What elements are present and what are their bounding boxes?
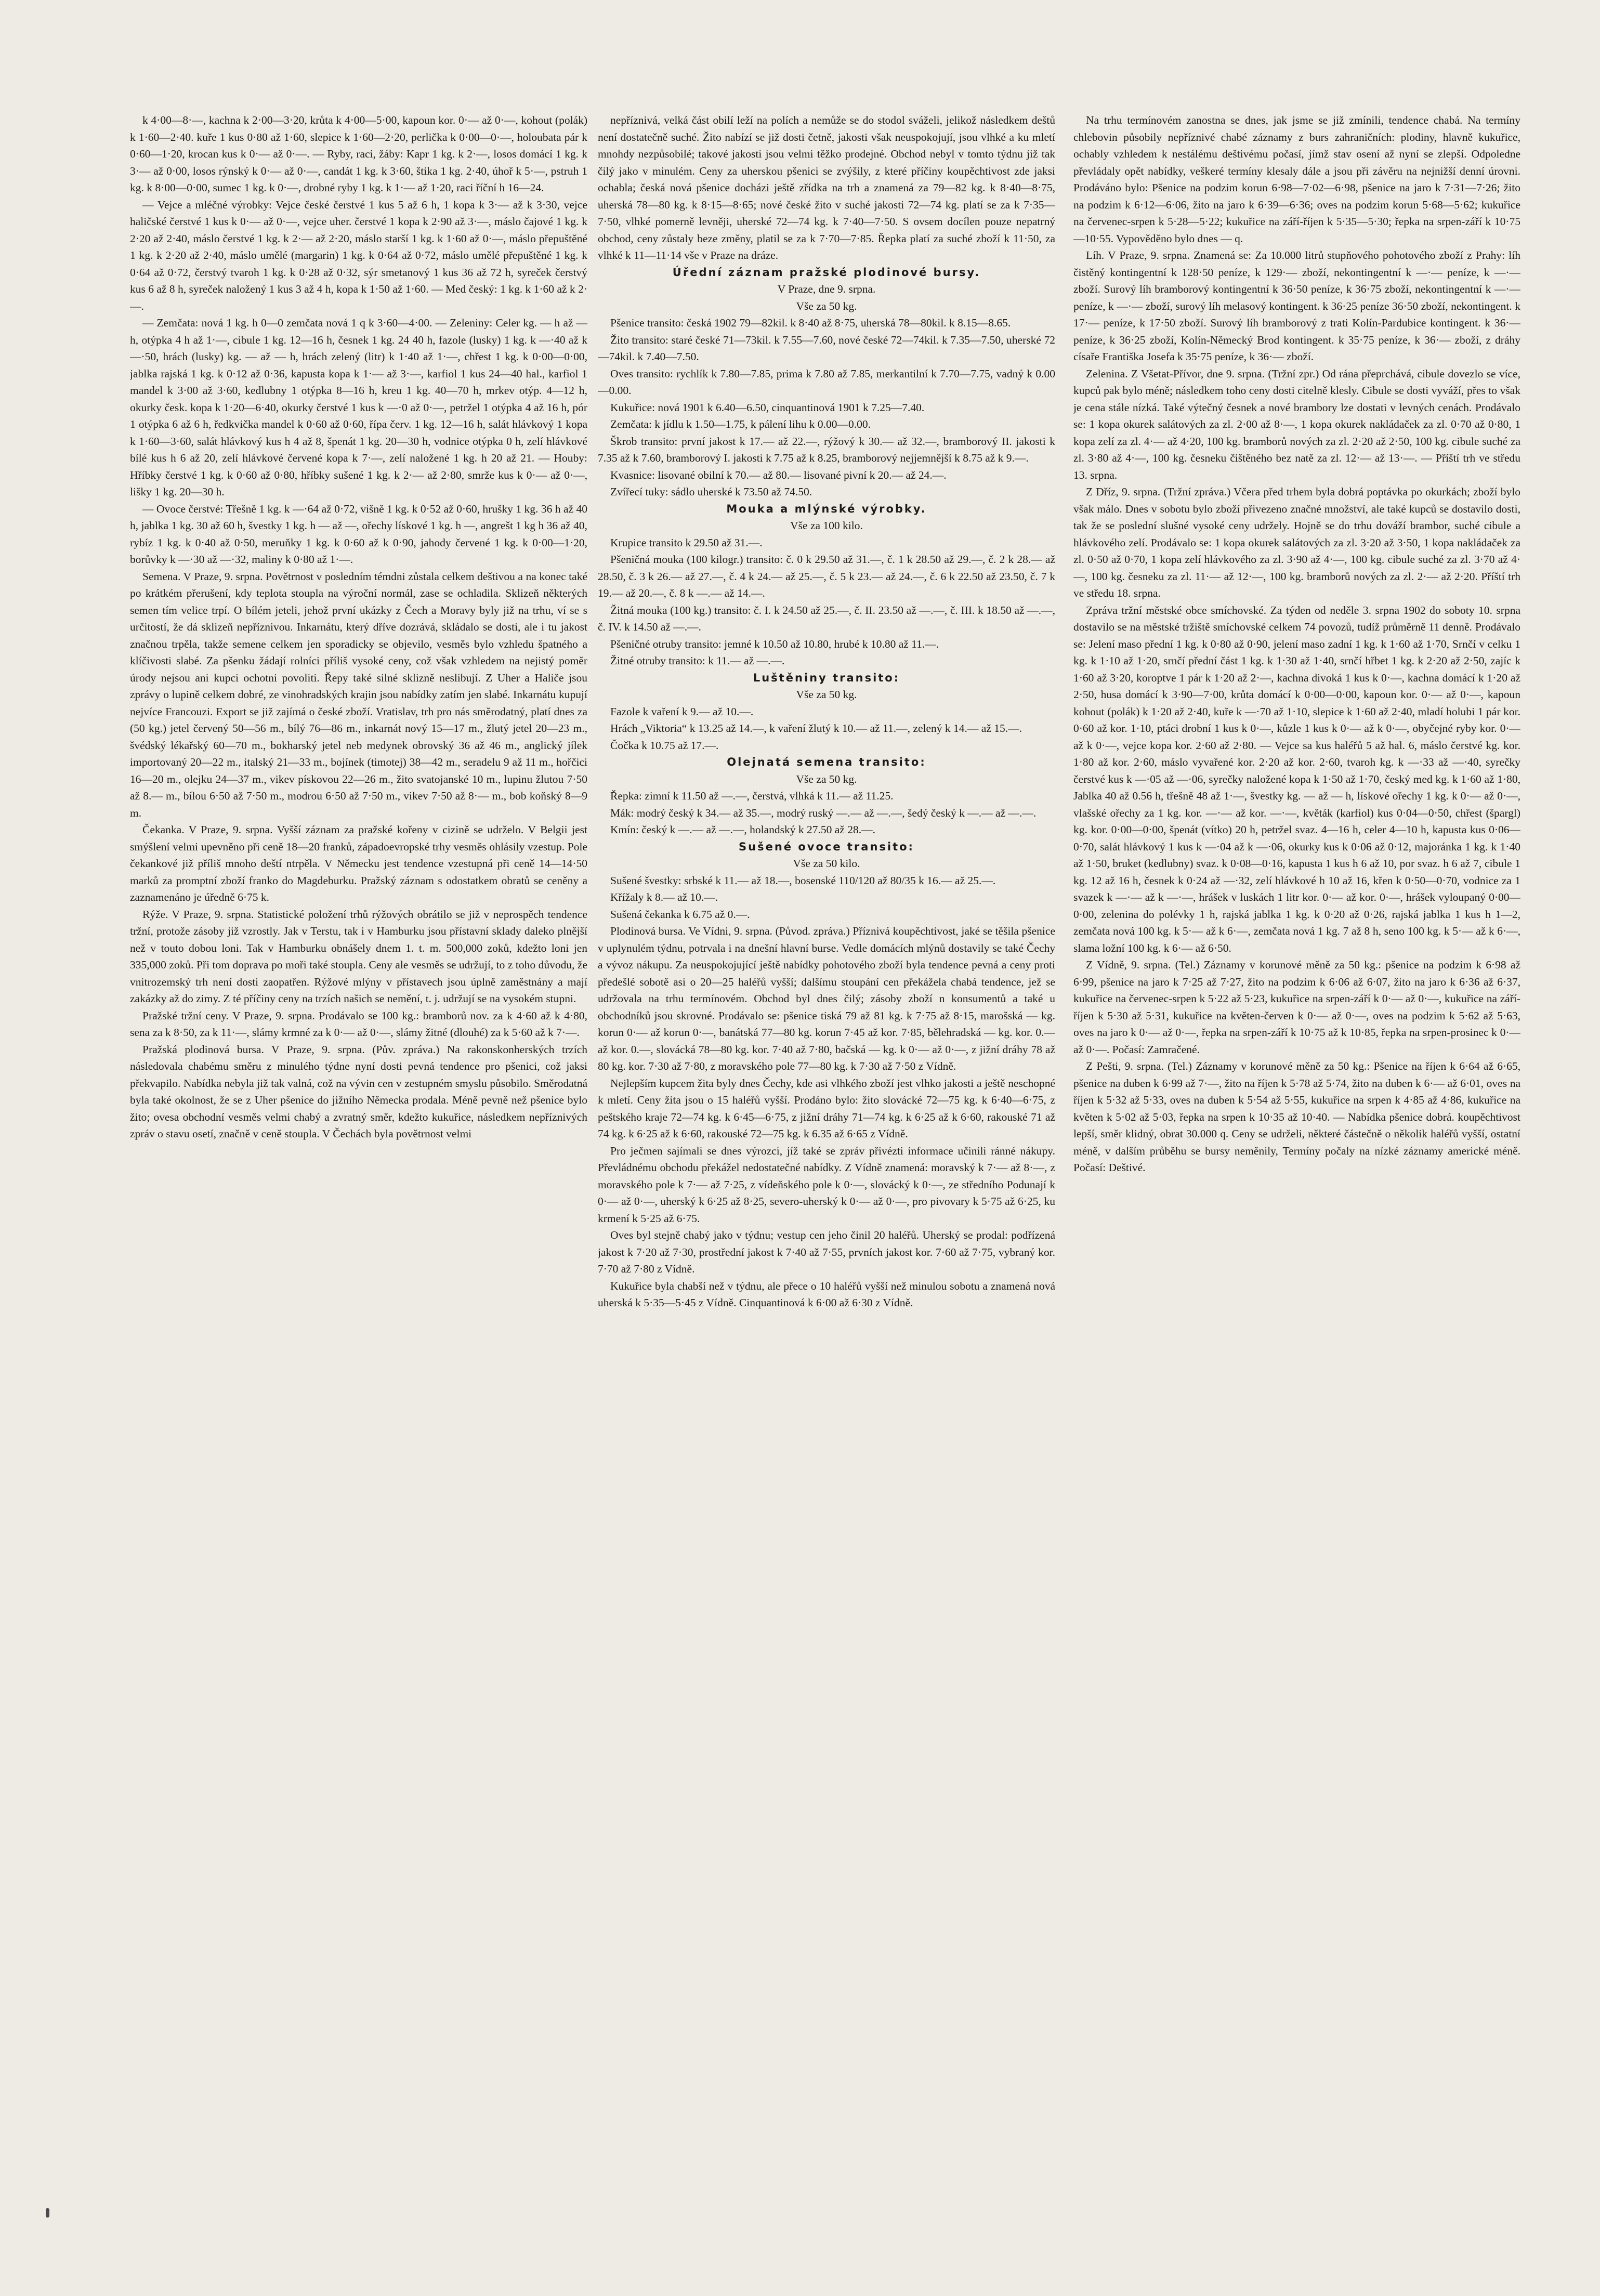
col2-paragraph: Zemčata: k jídlu k 1.50—1.75, k pálení lihu k 0.00—0.00. [610,418,871,430]
col1-paragraph: Semena. V Praze, 9. srpna. Povětrnost v posledním témdni zůstala celkem deštivou a na konec také po krátkém přerušení, kdy teplota stoupla na výroční normál, zase se ochladila. Sklizeň některých semen tím velice trpí. O bílém jeteli, jehož první ukázky z Čech a Moravy byly již na trhu, ví se s určitostí, že dá sklizeň nepříznivou. Inkarnátu, který dříve dozrává, skládalo se dosti, ale i tu jakost značnou trpěla, takže semene celkem jen sporadicky se objevilo, vesměs bylo vzhledu špatného a klíčivosti slabé. Za pšenku žádají rolníci příliš vysoké ceny, což však vzhledem na nejistý poměr úrody nejsou ani kupci ochotni povoliti. Řepy také silné sklizně neslibují. Z Uher a Haliče jsou zprávy o lupině celkem dobré, ze vinohradských krajin jsou nabídky zatím jen slabé. Inkarnátu kupují nejvíce Francouzi. Export se již zajímá o české zboží. Vratislav, trh pro nás směrodatný, platí dnes za (50 kg.) jetel červený 50—56 m., bílý 76—86 m., inkarnát nový 15—17 m., žlutý jetel 20—23 m., švédský lékařský 60—70 m., bokharský jetel neb medynek obrovský 36 až 46 m., anglický jílek importovaný 20—22 m., italský 21—33 m., bojínek (timotej) 38—42 m., seradelu 9 až 11 m., hořčici 16—20 m., olejku 24—37 m., vikev pískovou 22—26 m., žito svatojanské 10 m., lupinu žlutou 7·50 až 8.— m., bílou 6·50 až 7·50 m., modrou 6·50 až 7·50 m., vikev 7·50 až 8·— m., bob koňský 8—9 m. [130,570,587,819]
col1-paragraph: — Vejce a mléčné výrobky: Vejce české čerstvé 1 kus 5 až 6 h, 1 kopa k 3·— až k 3·30, vejce haličské čerstvé 1 kus k 0·— až 0·—, vejce uher. čerstvé 1 kopa k 2·90 až 3·—, máslo čajové 1 kg. k 2·20 až 2·40, máslo čerstvé 1 kg. k 2·— až 2·20, máslo starší 1 kg. k 1·60 až 0·—, máslo přepuštěné 1 kg. k 2·20 až 2·40, máslo umělé (margarin) 1 kg. k 0·64 až 0·72, máslo umělé přepuštěné 1 kg. k 0·64 až 0·72, čerstvý tvaroh 1 kg. k 0·28 až 0·32, sýr smetanový 1 kus 36 až 72 h, syreček čerstvý kus 6 až 8 h, syreček naložený 1 kus 3 až 4 h, kopa k 1·50 až 1·60. — Med český: 1 kg. k 1·60 až k 2·—. [130,198,587,312]
column-right [1073,112,1520,2233]
col2-paragraph: Luštěniny transito: [753,671,900,684]
col3-paragraph: Z Dříz, 9. srpna. (Tržní zpráva.) Včera před trhem byla dobrá poptávka po okurkách; zboží bylo však málo. Dnes v sobotu bylo zboží přivezeno značné množství, ale také kupců se dostavilo dosti, tak že se poslední slušné vysoké ceny udržely. Hojně se do trhu dováží brambor, suché cibule a hlávkového zelí. Prodávalo se: 1 kopa okurek salátových za zl. 3·20 až 3·50, 1 kopa nakládaček za zl. 0·50 až 0·70, 1 kopa zelí hlávkového za zl. 3·90 až 4·—, 100 kg. cibule suché za zl. 3·70 až 4·—, 100 kg. česneku za zl. 11·— až 12·—, 100 kg. bramborů nových za zl. 2·— až 2·20. Příští trh ve středu 18. srpna. [1073,486,1520,599]
col2-paragraph: Vše za 100 kilo. [790,519,863,532]
col2-paragraph: Vše za 50 kg. [796,688,857,701]
col2-paragraph: V Praze, dne 9. srpna. [777,283,876,295]
page-margin-mark [46,2208,49,2218]
col1-paragraph: Pražská plodinová bursa. V Praze, 9. srpna. (Pův. zpráva.) Na rakonskonherských trzích následovala chabému směru z minulého týdne nyní dosti pevná tendence pro pšenici, což jaksi překvapilo. Nabídka nebyla již tak valná, což na vývin cen v zestupném smyslu působilo. Směrodatná byla také okolnost, že se z Uher pšenice do jižního Německa prodala. Méně pevně než pšenice bylo žito; ovesa obchodní vesměs velmi chabý a zvratný směr, kdežto kukuřice, následkem nepříznivých zpráv o stavu osetí, značně v ceně stoupla. V Čechách byla povětrnost velmi [130,1043,587,1140]
col2-paragraph: Vše za 50 kg. [796,772,857,785]
col2-paragraph: Křížaly k 8.— až 10.—. [610,891,718,903]
col2-paragraph: Kukuřice: nová 1901 k 6.40—6.50, cinquantinová 1901 k 7.25—7.40. [610,401,925,414]
col1-paragraph: Čekanka. V Praze, 9. srpna. Vyšší záznam za pražské kořeny v cizině se udrželo. V Belgii jest smýšlení velmi upevněno při ceně 18—20 franků, západoevropské trhy vesměs ohlásily vzestup. Pole čekankové již příliš mnoho deští ntrpěla. V Německu jest tendence vzestupná při ceně 14—14·50 marků za promptní zboží franko do Magdeburku. Pražský záznam s odostatkem obratů se ceněny a zaznamenáno je úředně 6·75 k. [130,823,587,903]
col2-paragraph: Čočka k 10.75 až 17.—. [610,739,719,752]
col2-paragraph: Fazole k vaření k 9.— až 10.—. [610,705,754,718]
col2-paragraph: Oves transito: rychlík k 7.80—7.85, prima k 7.80 až 7.85, merkantilní k 7.70—7.75, vadný k 0.00—0.00. [598,367,1055,397]
col3-paragraph: Zelenina. Z Všetat-Přívor, dne 9. srpna. (Tržní zpr.) Od rána přeprchává, cibule dovezlo se více, kupců pak bylo méně; následkem toho ceny dosti citelně klesly. Cibule se dosti vyváží, přes to však je cena stále nízká. Také výtečný česnek a nové brambory lze dostati v levných cenách. Prodávalo se: 1 kopa okurek salátových za zl. 2·00 až 8·—, 1 kopa okurek nakládaček za zl. 0·70 až 0·80, 1 kopa zelí za zl. 4·— až 4·20, 100 kg. bramborů nových za zl. 2·20 až 2·50, 100 kg. cibule suché za zl. 3·80 až 4·—, 100 kg. česneku čištěného bez natě za zl. 12·— až 13·—. — Příští trh ve středu 13. srpna. [1073,367,1520,481]
col2-paragraph: Sušené ovoce transito: [739,840,914,853]
col2-paragraph: Vše za 50 kg. [796,299,857,312]
column-middle [598,112,1055,2233]
col2-paragraph: Hrách „Viktoria“ k 13.25 až 14.—, k vaření žlutý k 10.— až 11.—, zelený k 14.— až 15.—. [610,722,1022,734]
col2-paragraph: Pšeničná mouka (100 kilogr.) transito: č. 0 k 29.50 až 31.—, č. 1 k 28.50 až 29.—, č. 2 k 28.— až 28.50, č. 3 k 26.— až 27.—, č. 4 k 24.— až 25.—, č. 5 k 23.— až 24.—, č. 6 k 22.50 až 23.50, č. 7 k 19.— až 20.—, č. 8 k —.— až 14.—. [598,553,1055,599]
col2-paragraph: Zvířecí tuky: sádlo uherské k 73.50 až 74.50. [610,486,812,498]
col1-paragraph: — Ovoce čerstvé: Třešně 1 kg. k —·64 až 0·72, višně 1 kg. k 0·52 až 0·60, hrušky 1 kg. 36 h až 40 h, jablka 1 kg. 30 až 60 h, švestky 1 kg. h — až —, ořechy lískové 1 kg. h —, angrešt 1 kg h 36 až 40, rybíz 1 kg. k 0·40 až 0·50, meruňky 1 kg. k 0·60 až k 0·90, jahody červené 1 kg. k 0·00—1·20, borůvky k —·30 až —·32, maliny k 0·80 až 1·—. [130,502,587,566]
col2-paragraph: Žitné otruby transito: k 11.— až —.—. [610,654,785,667]
col3-paragraph: Z Vídně, 9. srpna. (Tel.) Záznamy v korunové měně za 50 kg.: pšenice na podzim k 6·98 až 6·99, pšenice na jaro k 7·25 až 7·27, žito na podzim k 6·06 až 6·07, žito na jaro k 6·36 až 6·37, kukuřice na červenec-srpen k 5·22 až 5·23, kukuřice na srpen-září k 0·— až 0·—, kukuřice na září-říjen k 5·30 až 5·31, kukuřice na květen-červen k 0·— až 0·—, oves na podzim k 5·62 až 5·63, oves na jaro k 0·— až 0·—, řepka na srpen-září k 10·75 až k 10·85, řepka na srpen-prosinec k 0·— až 0·—. Počasí: Zamračené. [1073,959,1520,1056]
col2-paragraph: Kvasnice: lisované obilní k 70.— až 80.— lisované pivní k 20.— až 24.—. [610,468,947,481]
col2-paragraph: Žito transito: staré české 71—73kil. k 7.55—7.60, nové české 72—74kil. k 7.35—7.50, uherské 72—74kil. k 7.40—7.50. [598,333,1055,363]
col2-paragraph: Žitná mouka (100 kg.) transito: č. I. k 24.50 až 25.—, č. II. 23.50 až —.—, č. III. k 18.50 až —.—, č. IV. k 14.50 až —.—. [598,603,1055,633]
col2-paragraph: Oves byl stejně chabý jako v týdnu; vestup cen jeho činil 20 haléřů. Uherský se prodal: podřízená jakost k 7·20 až 7·30, prostřední jakost k 7·40 až 7·55, prvních jakost kor. 7·60 až 7·75, vybraný kor. 7·70 až 7·80 z Vídně. [598,1229,1055,1275]
col2-paragraph: Kmín: český k —.— až —.—, holandský k 27.50 až 28.—. [610,823,875,836]
col2-paragraph: Mouka a mlýnské výrobky. [726,502,927,515]
col3-paragraph: Z Pešti, 9. srpna. (Tel.) Záznamy v korunové měně za 50 kg.: Pšenice na říjen k 6·64 až 6·65, pšenice na duben k 6·99 až 7·—, žito na říjen k 5·78 až 5·74, žito na duben k 6·— až 6·01, oves na říjen k 5·32 až 5·33, oves na duben k 5·54 až 5·55, kukuřice na srpen k 4·85 až 4·86, kukuřice na květen k 5·02 až 5·03, řepka na srpen k 10·35 až 10·40. — Nabídka pšenice dobrá. koupěchtivost lepší, směr klidný, obrat 30.000 q. Ceny se udrželi, některé částečně o několik haléřů vyšší, ostatní méně, v dalším průběhu se bursy neměnily, Termíny počaly na nízké záznamy americké méně. Počasí: Deštivé. [1073,1060,1520,1174]
col1-paragraph: Pražské tržní ceny. V Praze, 9. srpna. Prodávalo se 100 kg.: bramborů nov. za k 4·60 až k 4·80, sena za k 8·50, za k 11·—, slámy krmné za k 0·— až 0·—, slámy žitné (dlouhé) za k 5·60 až k 7·—. [130,1009,587,1039]
col2-paragraph: Pšeničné otruby transito: jemné k 10.50 až 10.80, hrubé k 10.80 až 11.—. [610,637,939,650]
col2-paragraph: Škrob transito: první jakost k 17.— až 22.—, rýžový k 30.— až 32.—, bramborový II. jakosti k 7.35 až k 7.60, bramborový I. jakosti k 7.75 až k 8.25, bramborový nejjemnější k 8.75 až k 9.—. [598,435,1055,464]
col2-paragraph: Kukuřice byla chabší než v týdnu, ale přece o 10 haléřů vyšší než minulou sobotu a znamená nová uherská k 5·35—5·45 z Vídně. Cinquantinová k 6·00 až 6·30 z Vídně. [598,1279,1055,1309]
col2-paragraph: Sušené švestky: srbské k 11.— až 18.—, bosenské 110/120 až 80/35 k 16.— až 25.—. [610,874,996,887]
col1-paragraph: — Zemčata: nová 1 kg. h 0—0 zemčata nová 1 q k 3·60—4·00. — Zeleniny: Celer kg. — h až — h, otýpka 4 h až 1·—, cibule 1 kg. 12—16 h, česnek 1 kg. 24 40 h, fazole (lusky) 1 kg. k —·40 až k —·50, hrách (lusky) kg. — až — h, hrách zelený (litr) k 1·40 až 1·—, chřest 1 kg. k 0·00—0·00, jablka rajská 1 kg. k 0·12 až 0·36, kapusta kopa k 1·— až 3·—, karfiol 1 kus 24—40 hal., karfiol 1 mandel k 3·00 až 3·60, kedlubny 1 otýpka 8—16 h, kreu 1 kg. 40—70 h, mrkev otýp. 4—12 h, okurky česk. kopa k 1·20—6·40, okurky čerstvé 1 kus k —·0 až 0·—, petržel 1 otýpka 4 až 16 h, pór 1 otýpka 6 až 6 h, ředkvička mandel k 0·60 až 0·60, řípa červ. 1 kg. 12—16 h, salát hlávkový 1 kopa k 1·60—3·60, salát hlávkový kus h 4 až 8, špenát 1 kg. 20—30 h, vodnice otýpka 0 h, zelí hlávkové bílé kus h 6 až 20, zelí hlávkové červené kopa k 7·—, zelí naložené 1 kg. h 20 až 21. — Houby: Hříbky čerstvé 1 kg. k 0·60 až 0·80, hříbky sušené 1 kg. k 2·— až 2·80, smrže kus k 0·— až 0·—, lišky 1 kg. 20—30 h. [130,317,587,498]
col2-paragraph: Pšenice transito: česká 1902 79—82kil. k 8·40 až 8·75, uherská 78—80kil. k 8.15—8.65. [610,317,1011,329]
col2-paragraph: Pro ječmen sajímali se dnes výrozci, jíž také se zpráv přivézti informace učinili ránné nákupy. Převládnému obchodu překážel nedostatečné nabídky. Z Vídně znamená: moravský k 7·— až 8·—, z moravského pole k 7·— až 7·25, z vídeňského pole k 0·—, slovácký k 0·—, ze středního Podunají k 0·— až 0·—, uherský k 6·25 až 8·25, severo-uherský k 0·— až 0·—, pro pivovary k 5·75 až 6·25, ku krmení k 5·25 až 6·75. [598,1144,1055,1225]
col2-paragraph: Krupice transito k 29.50 až 31.—. [610,536,763,549]
col3-paragraph: Líh. V Praze, 9. srpna. Znamená se: Za 10.000 litrů stupňového pohotového zboží z Prahy: líh čistěný kontingentní k 128·50 peníze, k 129·— zboží, nekontingentní k —·— peníze, k —·— zboží. Surový líh bramborový kontingentní k 36·50 peníze, k 36·75 zboží, nekontingentní k —·— peníze, k —·— zboží, surový líh melasový kontingent. k 36·25 peníze 36·50 zboží, nekontingent. k 17·— peníze, k 17·50 zboží. Surový líh bramborový z trati Kolín-Pardubice kontingent. k 36·— peníze, k 36·25 zboží, Kolín-Německý Brod kontingent. k 35·75 peníze, k 36·— zboží, z dráhy císaře Františka Josefa k 35·75 peníze, k 36·— zboží. [1073,249,1520,363]
col2-paragraph: nepříznivá, velká část obilí leží na polích a nemůže se do stodol sváželi, jelikož následkem deštů není dostatečně suché. Žito nabízí se již dosti četně, jakosti však neuspokojují, jsou vlhké a ku mletí mnohdy nezpůsobilé; takové jakosti jsou velmi těžko prodejné. Obchod nebyl v tomto týdnu již tak čilý jako v minulém. Ceny za uherskou pšenici se zvýšily, z které příčiny koupěchtivost zde jaksi ochabla; česká nová pšenice docházi ještě zřídka na trh a znamená za 79—82 kg. k 8·40—8·75, uherská 78—80 kg. k 8·15—8·65; nové české žito v suché jakosti 72—74 kg. platí se za k 7·35—7·50, vlhké pomerně levněji, uherské 72—74 kg. k 7·40—7·50. S ovsem docílen pouze nepatrný obchod, ceny zůstaly beze změny, platil se za k 7·70—7·85. Řepka platí za suché zboží k 11·50, za vlhké k 11—11·14 vše v Praze na dráze. [598,114,1055,261]
col2-paragraph: Řepka: zimní k 11.50 až —.—, čerstvá, vlhká k 11.— až 11.25. [610,790,894,802]
col2-paragraph: Vše za 50 kilo. [793,857,860,870]
col3-paragraph: Zpráva tržní městské obce smíchovské. Za týden od neděle 3. srpna 1902 do soboty 10. srpna dostavilo se na městské tržiště smíchovské celkem 74 povozů, tudíž průměrně 11 denně. Prodávalo se: Jelení maso přední 1 kg. k 0·80 až 0·90, jelení maso zadní 1 kg. k 1·60 až 1·70, Srnčí v celku 1 kg. k 1·10 až 1·20, srnčí přední část 1 kg. k 1·30 až 1·40, srnčí hřbet 1 kg. k 2·20 až 2·50, zajíc k 1·60 až 3·20, koroptve 1 pár k 1·20 až 2·—, kachna divoká 1 kus k 0·—, kachna domácí k 1·20 až 2·50, husa domácí k 3·90—7·00, krůta domácí k 0·00—0·00, kapoun kor. 0·— až 0·—, kapoun kohout (polák) k 1·20 až 2·40, kuře k —·70 až 1·10, slepice k 1·60 až 2·40, mladí holubi 1 pár kor. 0·60 až kor. 1·10, ptáci drobní 1 kus k 0·—, kůzle 1 kus k 0·— až k 0·—, obyčejné ryby kor. 0·— až k 0·—, vejce kopa kor. 2·60 až 2·80. — Vejce sa kus haléřů 5 až hal. 6, máslo čerstvé kg. kor. 1·80 až kor. 2·60, máslo vyvařené kor. 2·20 až kor. 2·60, tvaroh kg. k —·33 až —·40, syrečky čerstvé kus k —·05 až —·06, syrečky naložené kopa k 1·50 až 1·70, český med kg. k 1·60 až 1·80, Jablka 40 až 0.56 h, třešně 48 až 1·—, švestky kg. — až — h, lískové ořechy 1 kg. k 0·— až 0·—, vlašské ořechy za 1 kg. kor. —·— až kor. —·—, květák (karfiol) kus 0·04—0·50, chřest (špargl) kg. kor. 0·00—0·00, špenát (vítko) 20 h, petržel svaz. 4—16 h, celer 4—10 h, kapusta kus 0·06—0·70, salát hlávkový 1 kus k —·04 až k —·06, okurky kus k 0·06 až 0·12, majoránka 1 kg. k 1·40 až 1·50, bruket (kedlubny) svaz. k 0·08—0·16, kapusta 1 kus h 6 až 10, por svaz. h 6 až 7, cibule 1 kg. 12 až 16 h, česnek k 0·24 až —·32, zelí hlávkové h 10 až 16, křen k 0·50—0·70, vodnice za 1 svazek k —·— až k —·—, hrášek v luskách 1 litr kor. 0·— až kor. 0·—, hrášek vyloupaný 0·00—0·00, zelenina do polévky 1 h, rajská jablka 1 kg. k 0·20 až 0·26, rajská jablka 1 kus h 1—2, zemčata nová 100 kg. k 5·— až k 6·—, zemčata nová 1 kg. 7 až 8 h, seno 100 kg. k 5·— až k 6·—, slama ložní 100 kg. k 6·— až 6·50. [1073,603,1520,954]
col2-paragraph: Nejlepším kupcem žita byly dnes Čechy, kde asi vlhkého zboží jest vlhko jakosti a ještě neschopné k mletí. Ceny žita jsou o 15 haléřů vyšší. Prodáno bylo: žito slovácké 72—75 kg. k 6·40—6·75, z peštského kraje 72—74 kg. k 6·45—6·75, z jižní dráhy 71—74 kg. k 6·25 až k 6·60, rakouské 71 až 74 kg. k 6·25 až k 6·60, rakouské 72—75 kg. k 6.35 až 6·65 z Vídně. [598,1077,1055,1140]
column-left [130,112,587,2233]
col2-paragraph: Sušená čekanka k 6.75 až 0.—. [610,908,750,921]
col2-paragraph: Mák: modrý český k 34.— až 35.—, modrý ruský —.— až —.—, šedý český k —.— až —.—. [610,806,1037,819]
col3-paragraph: Na trhu termínovém zanostna se dnes, jak jsme se již zmínili, tendence chabá. Na termíny chlebovin působily nepříznivé chabé záznamy z burs zahraničních: plodiny, hlavně kukuřice, ochably vzhledem k nestálému deštivému počasí, jímž stav osení až nyní se zlepší. Odpoledne převládaly opět nabídky, veškeré termíny klesaly dále a jsou při závěru na nejnižší denní úrovni. Prodáváno bylo: Pšenice na podzim korun 6·98—7·02—6·98, pšenice na jaro k 7·31—7·26; žito na podzim k 6·12—6·06, žito na jaro k 6·39—6·36; oves na podzim korun 5·68—5·62; kukuřice na červenec-srpen k 5·28—5·22; kukuřice na září-říjen k 5·35—5·30; řepka na srpen-září k 10·75—10·55. Vypověděno bylo dnes — q. [1073,114,1520,245]
col2-paragraph: Úřední záznam pražské plodinové bursy. [672,266,981,279]
col1-paragraph: Rýže. V Praze, 9. srpna. Statistické položení trhů rýžových obrátilo se již v neprospěch tendence tržní, protože zásoby již vzrostly. Jak v Terstu, tak i v Hamburku jsou přístavní sklady daleko plnější než v touto dobou loni. Tak v Hamburku obnášely dnem 1. t. m. 500,000 zoků, kdežto loni jen 335,000 zoků. Při tom doprava po moři také stoupla. Ceny ale vesměs se udržují, to z toho důvodu, že vnitrozemský trh není dosti zaopatřen. Rýžové mlýny v přístavech jsou úplně zaměstnány a mají zakázky až do zimy. Z té příčiny ceny na trzích našich se nemění, t. j. udržují se na vysokém stupni. [130,908,587,1005]
col2-paragraph: Plodinová bursa. Ve Vídni, 9. srpna. (Původ. zpráva.) Příznivá koupěchtivost, jaké se těšila pšenice v uplynulém týdnu, potrvala i na dnešní hlavní burse. Vedle domácích mlýnů dostavily se také Čechy a vývoz nákupu. Za neuspokojující ještě nabídky pohotového zboží byla tendence pevná a ceny proti předešlé sobotě asi o 20—25 haléřů vyšší; dalšímu stoupání cen překážela chabá tendence, jež se udržovala na trhu termínovém. Obchod byl dnes čilý; zásoby zboží n konsumentů a také u obchodníků jsou skrovné. Prodávalo se: pšenice tiská 79 až 81 kg. k 7·75 až 8·15, marošská — kg. korun 0·— až korun 0·—, banátská 77—80 kg. korun 7·45 až kor. 7·85, bělehradská — kg. kor. 0.— až kor. 0.—, slovácká 78—80 kg. kor. 7·40 až 7·80, bačská — kg. k 0·— až 0·—, z jižní dráhy 78 až 80 kg. kor. 7·30 až 7·80, z moravského pole 77—80 kg. k 7·30 až 7·50 z Vídně. [598,925,1055,1072]
col2-paragraph: Olejnatá semena transito: [727,756,926,768]
col1-paragraph: k 4·00—8·—, kachna k 2·00—3·20, krůta k 4·00—5·00, kapoun kor. 0·— až 0·—, kohout (polák) k 1·60—2·40. kuře 1 kus 0·80 až 1·60, slepice k 1·60—2·20, perlička k 0·00—0·—, holoubata pár k 0·60—1·20, krocan kus k 0·— až 0·—. — Ryby, raci, žáby: Kapr 1 kg. k 2·—, losos domácí 1 kg. k 3·— až 0·00, losos rýnský k 0·— až 0·—, candát 1 kg. k 3·60, štika 1 kg. 2·40, úhoř k 5·—, pstruh 1 kg. k 8·00—0·00, sumec 1 kg. k 0·—, drobné ryby 1 kg. k 1·— až 1·20, raci říční h 16—24. [130,114,587,194]
